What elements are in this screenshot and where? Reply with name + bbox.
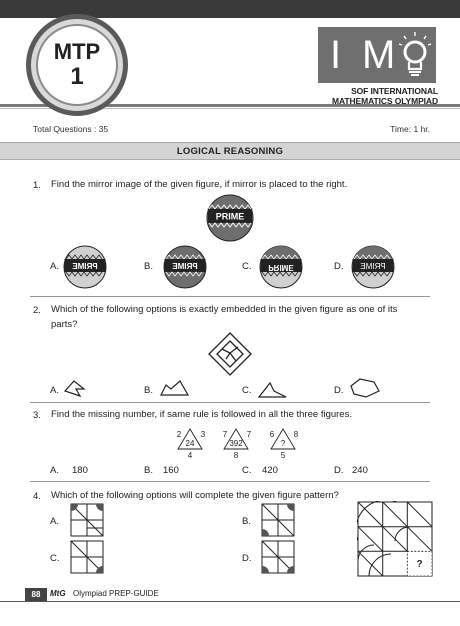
q3-t1-center: 24: [185, 439, 195, 448]
q1-option-a-word: PRIME: [72, 262, 98, 271]
q2-option-c-letter: C.: [242, 385, 252, 396]
logo-line1: SOF INTERNATIONAL: [351, 86, 438, 96]
q3-option-c-letter: C.: [242, 465, 252, 476]
bulb-icon: [396, 31, 434, 79]
q4-option-c-letter: C.: [50, 553, 60, 564]
q1-option-b-figure[interactable]: [162, 244, 208, 290]
q1-option-b-word: PRIME: [172, 262, 198, 271]
q1-option-a-figure[interactable]: [62, 244, 108, 290]
q1-option-c-word: PRIME: [268, 263, 294, 272]
q3-option-d-value[interactable]: 240: [352, 465, 368, 476]
q3-triangles-figure: [170, 426, 300, 460]
q4-missing-mark: ?: [416, 559, 423, 570]
q3-t2-center: 392: [229, 439, 243, 448]
q3-option-b-letter: B.: [144, 465, 153, 476]
q2-option-a-letter: A.: [50, 385, 59, 396]
q3-t3-right: 8: [293, 430, 299, 439]
total-questions: Total Questions : 35: [33, 124, 109, 134]
q3-number: 3.: [33, 410, 41, 421]
q4-option-d-letter: D.: [242, 553, 252, 564]
q3-t1-bottom: 4: [187, 451, 193, 460]
separator: [30, 481, 430, 482]
q1-option-c-letter: C.: [242, 261, 252, 272]
test-badge: [36, 24, 118, 106]
q4-option-a-letter: A.: [50, 516, 59, 527]
q3-option-d-letter: D.: [334, 465, 344, 476]
q4-pattern-figure: [357, 501, 433, 577]
q2-option-d-figure[interactable]: [348, 376, 384, 400]
q2-question-figure: [207, 331, 253, 377]
footer-text: Olympiad PREP-GUIDE: [73, 589, 159, 598]
q1-option-a-letter: A.: [50, 261, 59, 272]
q3-text: Find the missing number, if same rule is followed in all the three figures.: [51, 409, 352, 420]
page-number: 88: [25, 588, 47, 601]
q1-option-d-word: PRIME: [360, 262, 386, 271]
section-header: [0, 142, 460, 160]
q4-option-b-letter: B.: [242, 516, 251, 527]
footer-divider: [0, 601, 460, 602]
q2-text-line2: parts?: [51, 319, 78, 330]
q4-text: Which of the following options will complete the given figure pattern?: [51, 490, 339, 501]
q3-option-a-value[interactable]: 180: [72, 465, 88, 476]
q1-number: 1.: [33, 180, 41, 191]
badge-number: 1: [70, 63, 84, 90]
q2-option-b-letter: B.: [144, 385, 153, 396]
logo-line2: MATHEMATICS OLYMPIAD: [332, 96, 438, 106]
q1-question-figure: [205, 193, 255, 243]
q2-option-b-figure[interactable]: [158, 377, 194, 399]
logo-letter-i: I: [330, 33, 342, 77]
q1-option-d-letter: D.: [334, 261, 344, 272]
q2-option-d-letter: D.: [334, 385, 344, 396]
q2-option-c-figure[interactable]: [256, 377, 292, 399]
q4-option-d-figure[interactable]: [261, 540, 295, 574]
q3-t3-left: 6: [269, 430, 275, 439]
q3-option-a-letter: A.: [50, 465, 59, 476]
q1-figure-word: PRIME: [215, 211, 245, 222]
q3-t3-center: ?: [280, 439, 286, 448]
q3-t2-right: 7: [246, 430, 252, 439]
q3-t1-right: 3: [200, 430, 206, 439]
q3-t1-left: 2: [176, 430, 182, 439]
q1-option-d-figure[interactable]: [350, 244, 396, 290]
q3-t3-bottom: 5: [280, 451, 286, 460]
badge-title: MTP: [53, 39, 101, 64]
logo-letter-m: M: [362, 33, 396, 77]
q4-number: 4.: [33, 491, 41, 502]
q4-option-c-figure[interactable]: [70, 540, 104, 574]
q1-option-b-letter: B.: [144, 261, 153, 272]
time-limit: Time: 1 hr.: [390, 124, 430, 134]
q3-option-c-value[interactable]: 420: [262, 465, 278, 476]
separator: [30, 402, 430, 403]
brand-logo: MtG: [50, 589, 66, 598]
q4-option-a-figure[interactable]: [70, 503, 104, 537]
q4-option-b-figure[interactable]: [261, 503, 295, 537]
q3-option-b-value[interactable]: 160: [163, 465, 179, 476]
imo-logo: [318, 27, 436, 83]
q2-number: 2.: [33, 305, 41, 316]
q1-option-c-figure[interactable]: [258, 244, 304, 290]
q3-t2-left: 7: [222, 430, 228, 439]
q1-text: Find the mirror image of the given figure, if mirror is placed to the right.: [51, 179, 348, 190]
section-title: LOGICAL REASONING: [176, 146, 284, 157]
q3-t2-bottom: 8: [233, 451, 239, 460]
q2-text-line1: Which of the following options is exactly embedded in the given figure as one of its: [51, 304, 398, 315]
separator: [30, 296, 430, 297]
q2-option-a-figure[interactable]: [62, 377, 98, 399]
